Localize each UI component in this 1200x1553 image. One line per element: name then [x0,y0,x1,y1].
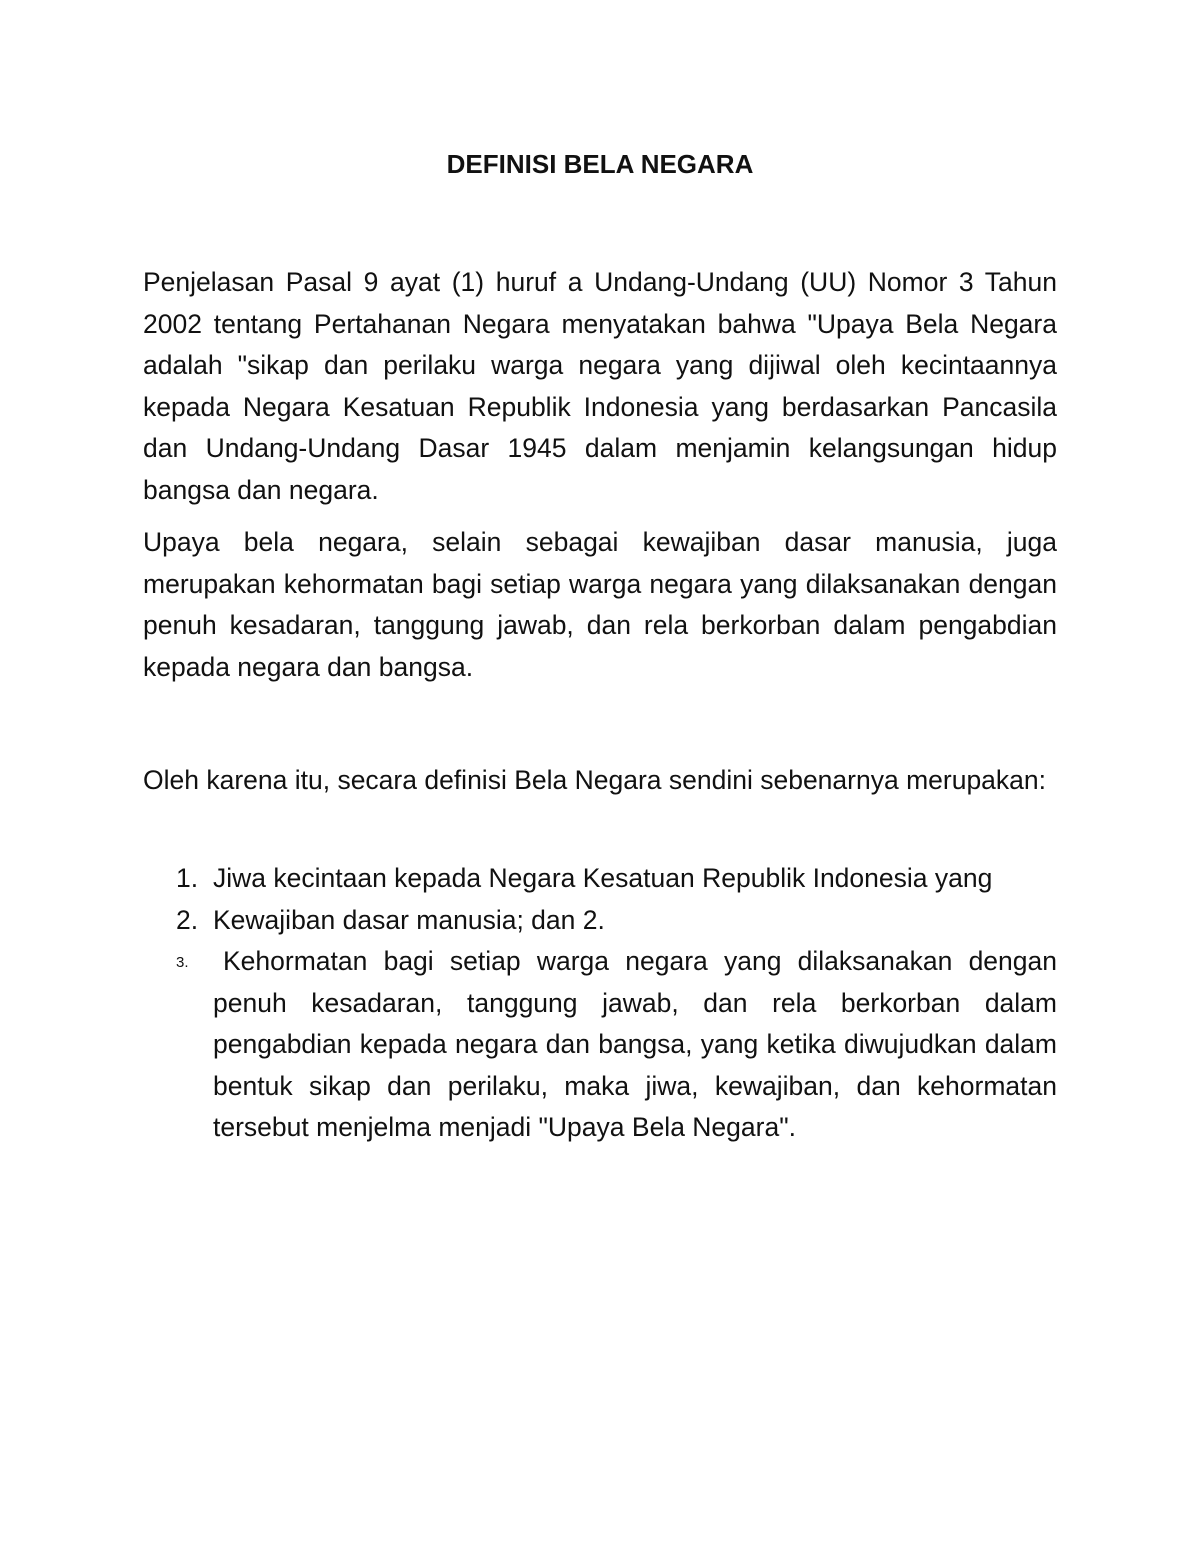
paragraph-upaya-bela-negara: Upaya bela negara, selain sebagai kewajiban dasar manusia, juga merupakan kehormatan bagi setiap warga negara yang dilaksanakan dengan penuh kesadaran, tanggung jawab, dan rela berkorban dalam pengabdian kepada negara dan bangsa. [143,527,1057,682]
document-title: DEFINISI BELA NEGARA [446,149,754,179]
definition-list [143,858,1057,1149]
list-item-text: Kewajiban dasar manusia; dan 2. [213,904,605,935]
list-item-number: 3. [176,954,189,971]
list-item-text: Jiwa kecintaan kepada Negara Kesatuan Republik Indonesia yang [213,863,993,893]
list-item-number: 1. [176,863,199,893]
list-item [143,900,1057,942]
list-item-number: 2. [176,904,199,935]
list-item [143,941,1057,1149]
list-item-text: Kehormatan bagi setiap warga negara yang dilaksanakan dengan penuh kesadaran, tanggung jawab, dan rela berkorban dalam pengabdian kepada negara dan bangsa, yang ketika diwujudkan dalam bentuk sikap dan perilaku, maka jiwa, kewajiban, dan kehormatan tersebut menjelma menjadi "Upaya Bela Negara". [213,946,1057,1142]
list-item [143,858,1057,900]
paragraph-legal-explanation: Penjelasan Pasal 9 ayat (1) huruf a Undang-Undang (UU) Nomor 3 Tahun 2002 tentang Pertahanan Negara menyatakan bahwa "Upaya Bela Negara adalah "sikap dan perilaku warga negara yang dijiwal oleh kecintaannya kepada Negara Kesatuan Republik Indonesia yang berdasarkan Pancasila dan Undang-Undang Dasar 1945 dalam menjamin kelangsungan hidup bangsa dan negara. [143,267,1057,505]
paragraph-definition-intro: Oleh karena itu, secara definisi Bela Negara sendini sebenarnya merupakan: [143,765,1047,795]
